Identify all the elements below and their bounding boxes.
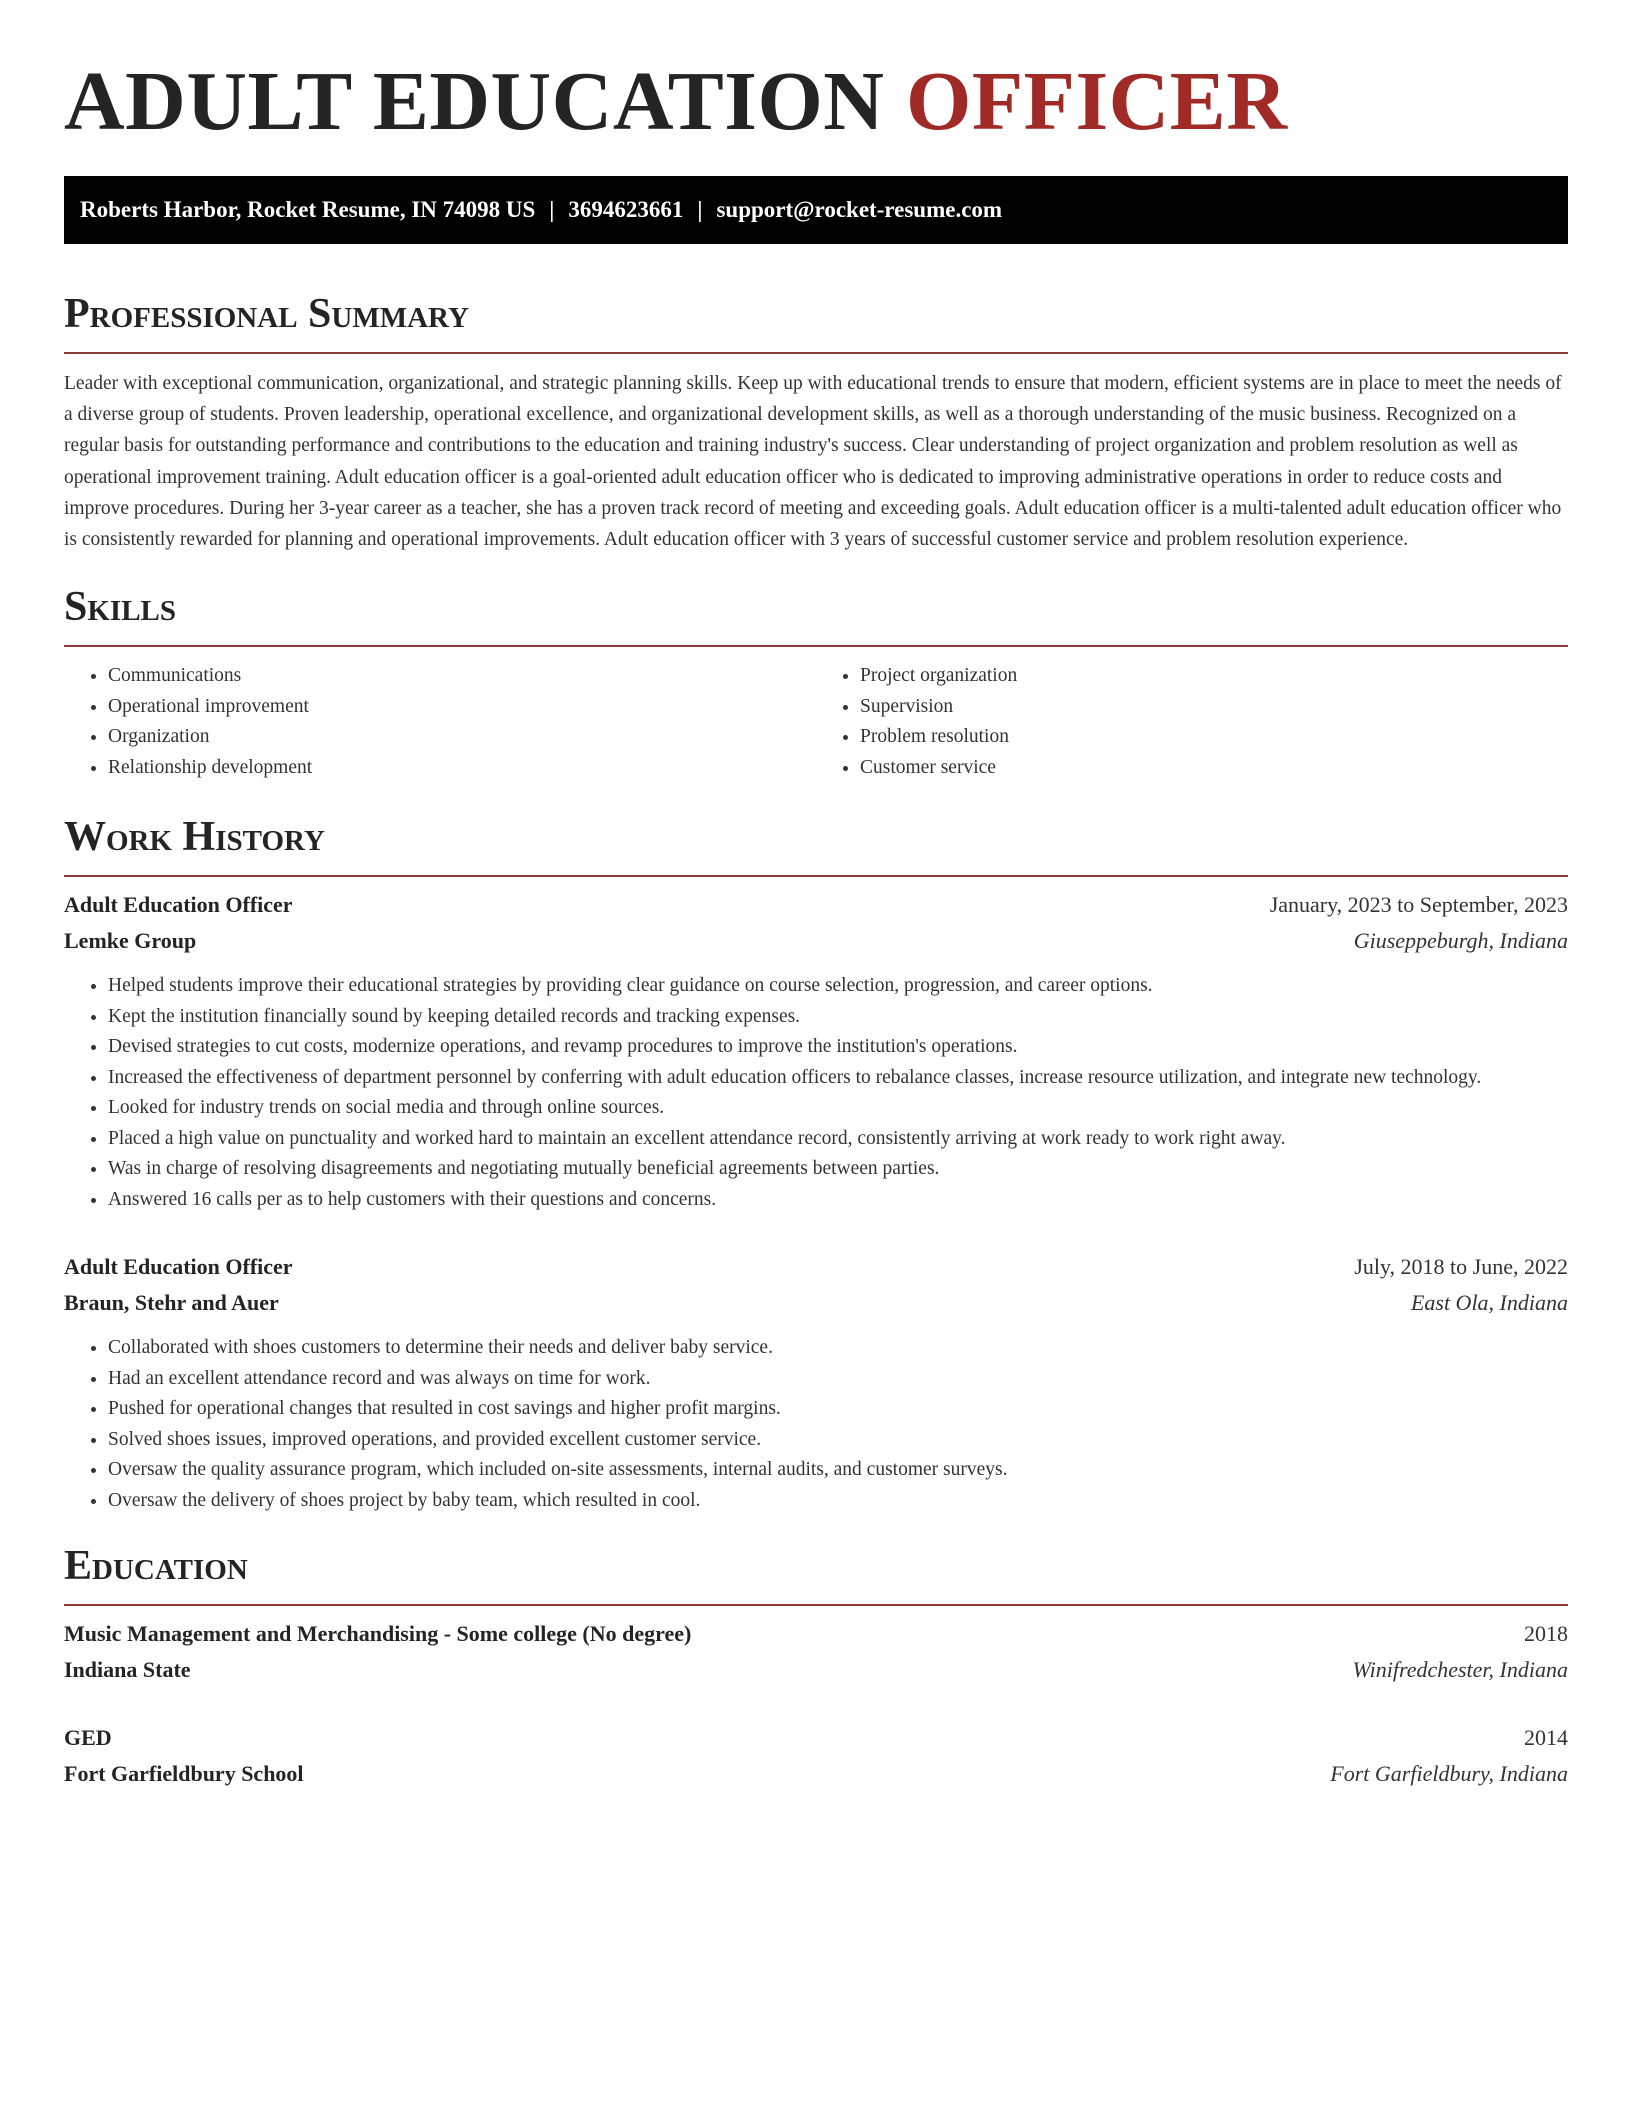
section-divider bbox=[64, 645, 1568, 647]
education-school: Indiana State bbox=[64, 1657, 191, 1683]
job-role: Adult Education Officer bbox=[64, 1254, 293, 1280]
job-company: Braun, Stehr and Auer bbox=[64, 1290, 279, 1316]
contact-email[interactable]: support@rocket-resume.com bbox=[716, 197, 1003, 222]
job-bullet: • Pushed for operational changes that resulted in cost savings and higher profit margins. bbox=[108, 1394, 1568, 1425]
job-entry bbox=[64, 1249, 1568, 1516]
section-divider bbox=[64, 875, 1568, 877]
education-year: 2018 bbox=[1524, 1621, 1568, 1647]
job-dates: January, 2023 to September, 2023 bbox=[1269, 892, 1568, 918]
job-location: East Ola, Indiana bbox=[1410, 1290, 1568, 1316]
skill-item: • Problem resolution bbox=[860, 722, 1568, 753]
section-divider bbox=[64, 1604, 1568, 1606]
job-bullet: • Oversaw the delivery of shoes project by baby team, which resulted in cool. bbox=[108, 1486, 1568, 1517]
job-bullet: • Answered 16 calls per as to help customers with their questions and concerns. bbox=[108, 1185, 1568, 1216]
education-header-row bbox=[64, 1720, 1568, 1756]
summary-text: Leader with exceptional communication, organizational, and strategic planning skills. Keep up with educational trends to ensure that modern, efficient systems are in place to meet the needs of a diverse group of students. Proven leadership, operational excellence, and organizational development skills, as well as a thorough understanding of the music business. Recognized on a regular basis for outstanding performance and contributions to the education and training industry's success. Clear understanding of project organization and problem resolution as well as operational improvement training. Adult education officer is a goal-oriented adult education officer who is dedicated to improving administrative operations in order to reduce costs and improve procedures. During her 3-year career as a teacher, she has a proven track record of meeting and exceeding goals. Adult education officer is a multi-talented adult education officer who is consistently rewarded for planning and operational improvements. Adult education officer with 3 years of successful customer service and problem resolution experience. bbox=[64, 373, 1562, 551]
job-header-row bbox=[64, 887, 1568, 923]
job-company-row bbox=[64, 1285, 1568, 1321]
job-bullet: • Increased the effectiveness of department personnel by conferring with adult education officers to rebalance classes, increase resource utilization, and integrate new technology. bbox=[108, 1063, 1568, 1094]
skill-item: • Communications bbox=[108, 661, 816, 692]
job-company: Lemke Group bbox=[64, 928, 197, 954]
job-header-row bbox=[64, 1249, 1568, 1285]
work-section bbox=[64, 813, 1568, 1516]
job-company-row bbox=[64, 923, 1568, 959]
job-bullet: • Was in charge of resolving disagreements and negotiating mutually beneficial agreements between parties. bbox=[108, 1154, 1568, 1185]
job-entry bbox=[64, 887, 1568, 1215]
summary-heading: Professional Summary bbox=[64, 291, 469, 337]
job-bullet: • Collaborated with shoes customers to determine their needs and deliver baby service. bbox=[108, 1333, 1568, 1364]
contact-phone: 3694623661 bbox=[568, 197, 684, 222]
education-degree: GED bbox=[64, 1725, 112, 1751]
job-bullet: • Looked for industry trends on social media and through online sources. bbox=[108, 1093, 1568, 1124]
education-heading: Education bbox=[64, 1543, 248, 1590]
skills-list-right bbox=[816, 661, 1568, 783]
skills-section bbox=[64, 583, 1568, 783]
section-divider bbox=[64, 352, 1568, 354]
skills-columns bbox=[64, 659, 1568, 783]
skill-item: • Relationship development bbox=[108, 753, 816, 784]
summary-section bbox=[64, 290, 1568, 555]
education-entry bbox=[64, 1720, 1568, 1792]
contact-separator: | bbox=[549, 197, 555, 222]
job-bullet: • Had an excellent attendance record and was always on time for work. bbox=[108, 1364, 1568, 1395]
job-location: Giuseppeburgh, Indiana bbox=[1353, 928, 1568, 954]
skill-item: • Organization bbox=[108, 722, 816, 753]
skill-item: • Supervision bbox=[860, 692, 1568, 723]
job-bullets bbox=[64, 1333, 1568, 1516]
skill-item: • Customer service bbox=[860, 753, 1568, 784]
resume-title bbox=[64, 56, 1568, 148]
title-main: ADULT EDUCATION bbox=[64, 55, 885, 148]
contact-address: Roberts Harbor, Rocket Resume, IN 74098 US bbox=[80, 197, 536, 222]
job-bullet: • Helped students improve their educational strategies by providing clear guidance on course selection, progression, and career options. bbox=[108, 971, 1568, 1002]
job-bullet: • Placed a high value on punctuality and worked hard to maintain an excellent attendance record, consistently arriving at work ready to work right away. bbox=[108, 1124, 1568, 1155]
education-header-row bbox=[64, 1616, 1568, 1652]
skills-heading: Skills bbox=[64, 584, 177, 631]
job-bullet: • Oversaw the quality assurance program, which included on-site assessments, internal audits, and customer surveys. bbox=[108, 1455, 1568, 1486]
skill-item: • Project organization bbox=[860, 661, 1568, 692]
job-bullet: • Solved shoes issues, improved operations, and provided excellent customer service. bbox=[108, 1425, 1568, 1456]
job-bullet: • Devised strategies to cut costs, modernize operations, and revamp procedures to improve the institution's operations. bbox=[108, 1032, 1568, 1063]
skills-list-left bbox=[64, 661, 816, 783]
education-location: Fort Garfieldbury, Indiana bbox=[1330, 1761, 1568, 1787]
job-bullets bbox=[64, 971, 1568, 1215]
job-bullet: • Kept the institution financially sound by keeping detailed records and tracking expenses. bbox=[108, 1002, 1568, 1033]
skill-item: • Operational improvement bbox=[108, 692, 816, 723]
title-accent: OFFICER bbox=[905, 55, 1288, 148]
education-school-row bbox=[64, 1652, 1568, 1688]
education-year: 2014 bbox=[1524, 1725, 1568, 1751]
education-section bbox=[64, 1542, 1568, 1792]
job-dates: July, 2018 to June, 2022 bbox=[1354, 1254, 1568, 1280]
job-role: Adult Education Officer bbox=[64, 892, 293, 918]
education-school: Fort Garfieldbury School bbox=[64, 1761, 304, 1787]
contact-separator: | bbox=[697, 197, 703, 222]
contact-bar bbox=[64, 176, 1568, 244]
work-heading: Work History bbox=[64, 814, 325, 861]
education-degree: Music Management and Merchandising - Some college (No degree) bbox=[64, 1621, 692, 1647]
education-school-row bbox=[64, 1756, 1568, 1792]
education-location: Winifredchester, Indiana bbox=[1352, 1657, 1568, 1683]
education-entry bbox=[64, 1616, 1568, 1688]
